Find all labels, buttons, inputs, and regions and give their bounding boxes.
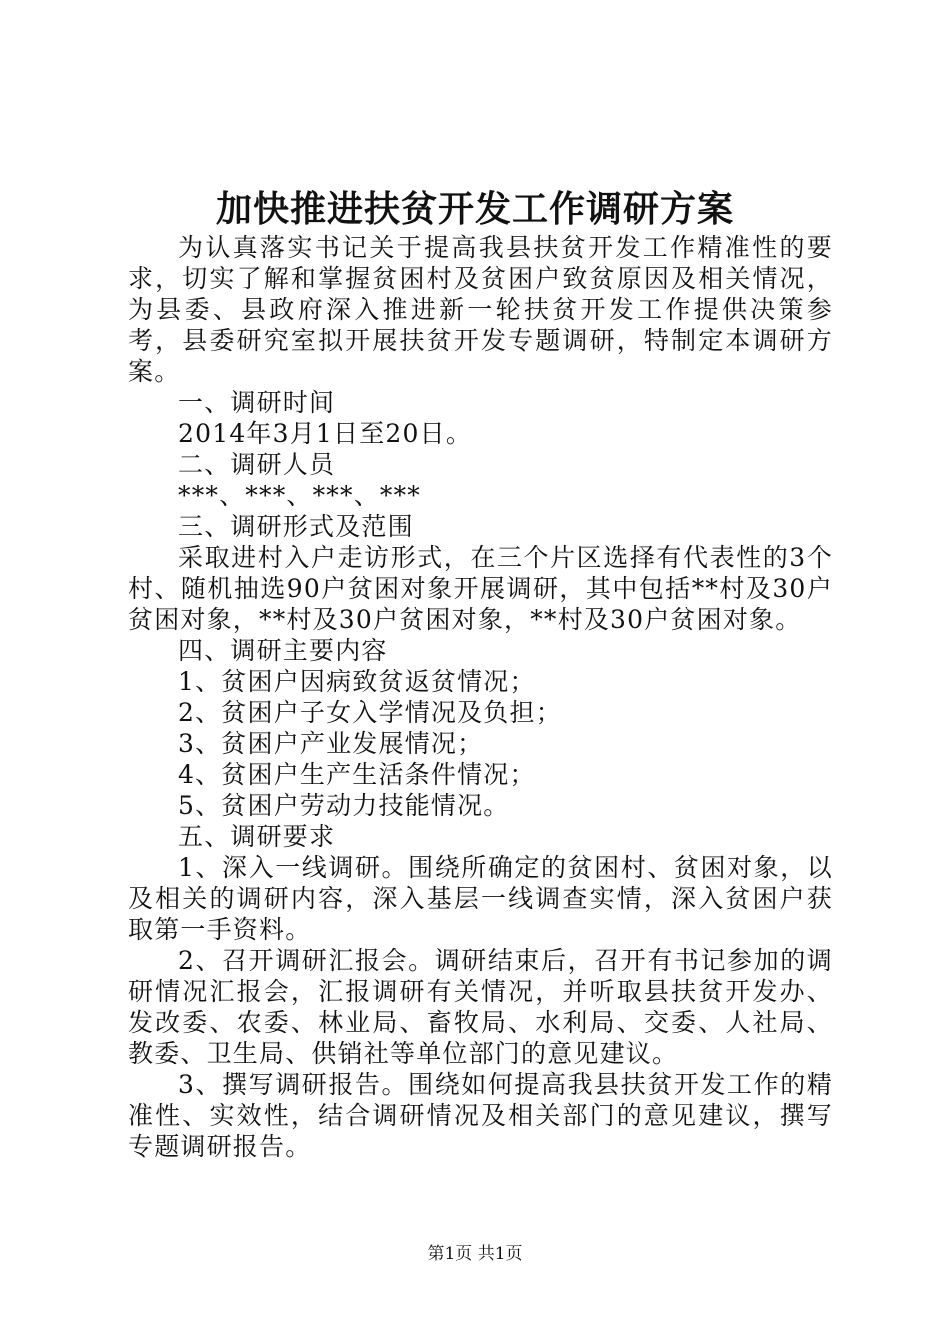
section-heading-content: 四、调研主要内容 xyxy=(178,636,388,665)
paragraph-format: 采取进村入户走访形式，在三个片区选择有代表性的3个村、随机抽选90户贫困对象开展调研，其中包括**村及30户贫困对象，**村及30户贫困对象，**村及30户贫困对象。 xyxy=(128,543,833,634)
section-heading-time: 一、调研时间 xyxy=(178,388,336,417)
list-item-content-1: 1、贫困户因病致贫返贫情况； xyxy=(178,667,536,696)
section-heading-requirements: 五、调研要求 xyxy=(178,822,336,851)
paragraph-requirement-1: 1、深入一线调研。围绕所确定的贫困村、贫困对象，以及相关的调研内容，深入基层一线调查实情，深入贫困户获取第一手资料。 xyxy=(128,853,833,944)
section-heading-format: 三、调研形式及范围 xyxy=(178,512,414,541)
section-heading-personnel: 二、调研人员 xyxy=(178,450,336,479)
paragraph-requirement-3: 3、撰写调研报告。围绕如何提高我县扶贫开发工作的精准性、实效性，结合调研情况及相关部门的意见建议，撰写专题调研报告。 xyxy=(128,1070,833,1161)
paragraph-requirement-2: 2、召开调研汇报会。调研结束后，召开有书记参加的调研情况汇报会，汇报调研有关情况，并听取县扶贫开发办、发改委、农委、林业局、畜牧局、水利局、交委、人社局、教委、卫生局、供销社等单位部门的意见建议。 xyxy=(128,946,833,1068)
list-item-content-5: 5、贫困户劳动力技能情况。 xyxy=(178,791,510,820)
document-body xyxy=(128,232,833,1162)
document-title: 加快推进扶贫开发工作调研方案 xyxy=(215,188,734,230)
list-item-content-4: 4、贫困户生产生活条件情况； xyxy=(178,760,536,789)
paragraph-intro: 为认真落实书记关于提高我县扶贫开发工作精准性的要求，切实了解和掌握贫困村及贫困户致贫原因及相关情况，为县委、县政府深入推进新一轮扶贫开发工作提供决策参考，县委研究室拟开展扶贫开发专题调研，特制定本调研方案。 xyxy=(128,233,833,386)
paragraph-personnel: ***、***、***、*** xyxy=(178,481,422,510)
list-item-content-3: 3、贫困户产业发展情况； xyxy=(178,729,484,758)
list-item-content-2: 2、贫困户子女入学情况及负担； xyxy=(178,698,562,727)
paragraph-time: 2014年3月1日至20日。 xyxy=(178,419,473,448)
page-number: 第1页 共1页 xyxy=(427,1244,523,1264)
